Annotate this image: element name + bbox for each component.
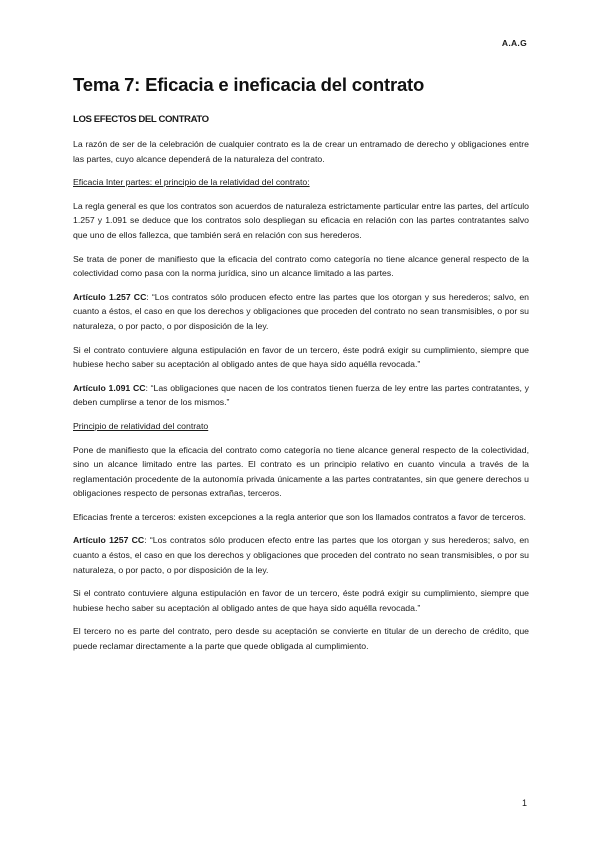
document-body <box>73 74 529 663</box>
subheading-principio-relatividad: Principio de relatividad del contrato <box>73 420 209 431</box>
page-title: Tema 7: Eficacia e ineficacia del contrato <box>73 74 425 95</box>
paragraph-manifiesto: Se trata de poner de manifiesto que la eficacia del contrato como categoría no tiene alcance general respecto de la colectividad como pasa con la norma jurídica, sino un alcance limitado a las partes. <box>73 253 529 279</box>
article-1091-paragraph <box>73 381 529 410</box>
article-1257-repeat-paragraph <box>73 533 529 577</box>
paragraph-pone-de-manifiesto: Pone de manifiesto que la eficacia del contrato como categoría no tiene alcance general respecto de la colectividad, sino un alcance limitado entre las partes. El contrato es un principio relativo en cuanto vincula a través de la reglamentación procedente de la autonomía privada únicamente a las partes contratantes, sin que genere derechos u obligaciones respecto de personas extrañas, terceros. <box>73 444 529 499</box>
article-text: : “Los contratos sólo producen efecto entre las partes que los otorgan y sus herederos; salvo, en cuanto a éstos, el caso en que los derechos y obligaciones que proceden del contrato no sean transmisibles, o por su naturaleza, o por pacto, o por disposición de la ley. <box>73 535 529 575</box>
article-label: Artículo 1257 CC <box>73 535 145 546</box>
paragraph-regla-general: La regla general es que los contratos son acuerdos de naturaleza estrictamente particular entre las partes, del artículo 1.257 y 1.091 se deduce que los contratos solo despliegan su eficacia en relación con las partes contratantes salvo que uno de ellos fallezca, que también será en relación con sus herederos. <box>73 200 529 240</box>
article-label: Artículo 1.091 CC <box>73 382 146 393</box>
header-initials: A.A.G <box>501 38 527 48</box>
article-1257-continuation: Si el contrato contuviere alguna estipulación en favor de un tercero, éste podrá exigir su cumplimiento, siempre que hubiese hecho saber su aceptación al obligado antes de que haya sido aquélla revocada.” <box>73 344 529 370</box>
paragraph-tercero: El tercero no es parte del contrato, pero desde su aceptación se convierte en titular de un derecho de crédito, que puede reclamar directamente a la parte que quede obligada al cumplimiento. <box>73 626 529 652</box>
page-number: 1 <box>521 798 527 808</box>
paragraph-eficacias-terceros: Eficacias frente a terceros: existen excepciones a la regla anterior que son los llamados contratos a favor de terceros. <box>73 511 526 522</box>
intro-paragraph: La razón de ser de la celebración de cualquier contrato es la de crear un entramado de derecho y obligaciones entre las partes, cuyo alcance dependerá de la naturaleza del contrato. <box>73 139 529 164</box>
article-text: : “Las obligaciones que nacen de los contratos tienen fuerza de ley entre las partes contratantes, y deben cumplirse a tenor de los mismos.” <box>73 382 530 408</box>
article-1257-repeat-continuation: Si el contrato contuviere alguna estipulación en favor de un tercero, éste podrá exigir su cumplimiento, siempre que hubiese hecho saber su aceptación al obligado antes de que haya sido aquélla revocada.” <box>73 588 529 613</box>
article-label: Artículo 1.257 CC <box>73 291 147 302</box>
section-heading: LOS EFECTOS DEL CONTRATO <box>73 114 209 125</box>
article-text: : “Los contratos sólo producen efecto entre las partes que los otorgan y sus herederos; salvo, en cuanto a éstos, el caso en que los derechos y obligaciones que proceden del contrato no sean transmisibles, o por su naturaleza, o por pacto, o por disposición de la ley. <box>73 291 530 331</box>
subheading-eficacia-inter-partes: Eficacia Inter partes: el principio de la relatividad del contrato: <box>73 177 310 188</box>
article-1257-paragraph <box>73 290 529 334</box>
